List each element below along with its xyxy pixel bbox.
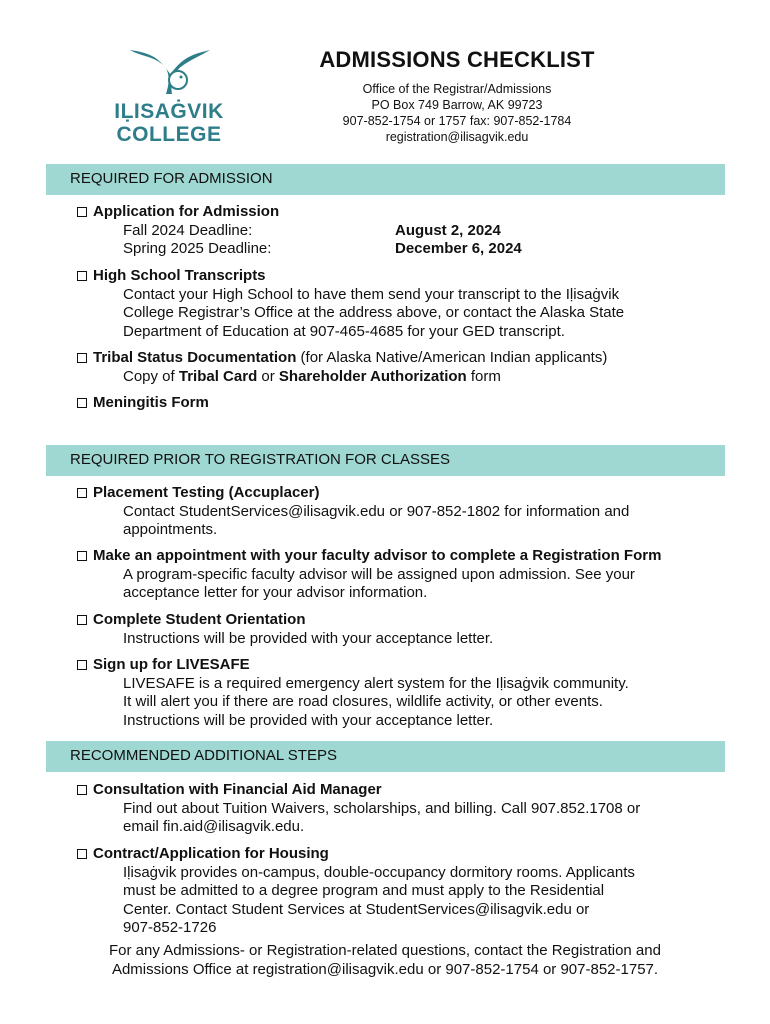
- checklist-item-housing: [77, 845, 737, 938]
- item-title: High School Transcripts: [93, 267, 266, 284]
- checklist-item-meningitis: [77, 394, 737, 413]
- checklist-item-advisor: [77, 547, 737, 603]
- item-text: Center. Contact Student Services at StudentServices@ilisagvik.edu or: [123, 900, 590, 918]
- footer-contact: [40, 942, 730, 979]
- checkbox-icon[interactable]: [77, 271, 87, 281]
- checklist-item-financial-aid: [77, 781, 737, 837]
- logo-name-line1: IḶISAĠVIK: [114, 100, 224, 123]
- fall-deadline-row: [77, 222, 737, 241]
- footer-line: Admissions Office at registration@ilisagvik.edu or 907-852-1754 or 907-852-1757.: [111, 960, 659, 978]
- item-title: Sign up for LIVESAFE: [93, 656, 250, 673]
- section-heading-text: REQUIRED PRIOR TO REGISTRATION FOR CLASSES: [70, 451, 451, 468]
- section-heading-admission: [46, 164, 725, 195]
- item-note: (for Alaska Native/American Indian applicants): [296, 349, 608, 366]
- item-title: Consultation with Financial Aid Manager: [93, 781, 382, 798]
- item-text: Find out about Tuition Waivers, scholarships, and billing. Call 907.852.1708 or: [123, 799, 641, 817]
- office-phones: 907-852-1754 or 1757 fax: 907-852-1784: [342, 114, 572, 128]
- item-title: Placement Testing (Accuplacer): [93, 484, 320, 501]
- checkbox-icon[interactable]: [77, 398, 87, 408]
- college-logo: [108, 46, 230, 146]
- checkbox-icon[interactable]: [77, 353, 87, 363]
- page-title: ADMISSIONS CHECKLIST: [319, 47, 595, 72]
- item-text: Instructions will be provided with your acceptance letter.: [123, 711, 494, 729]
- item-title: Tribal Status Documentation: [93, 349, 297, 366]
- spring-deadline-row: [77, 240, 737, 259]
- checklist-item-placement: [77, 484, 737, 540]
- item-title: Make an appointment with your faculty advisor to complete a Registration Form: [93, 547, 662, 564]
- item-text: email fin.aid@ilisagvik.edu.: [123, 818, 305, 835]
- office-email[interactable]: registration@ilisagvik.edu: [385, 130, 529, 144]
- item-text: It will alert you if there are road closures, wildlife activity, or other events.: [123, 693, 603, 710]
- checklist-item-tribal: [77, 349, 737, 386]
- tribal-card-text: Tribal Card: [178, 367, 258, 385]
- checkbox-icon[interactable]: [77, 660, 87, 670]
- item-text: acceptance letter for your advisor information.: [123, 584, 428, 601]
- item-text: College Registrar’s Office at the address above, or contact the Alaska State: [123, 304, 625, 321]
- office-address: PO Box 749 Barrow, AK 99723: [371, 98, 543, 112]
- item-title: Contract/Application for Housing: [93, 845, 329, 862]
- fall-deadline-date: August 2, 2024: [395, 221, 501, 239]
- shareholder-text: Shareholder Authorization: [278, 367, 467, 385]
- spring-deadline-label: Spring 2025 Deadline:: [123, 240, 272, 257]
- section-heading-registration: [46, 445, 725, 476]
- checkbox-icon[interactable]: [77, 488, 87, 498]
- item-text: A program-specific faculty advisor will be assigned upon admission. See your: [123, 565, 635, 583]
- checkbox-icon[interactable]: [77, 849, 87, 859]
- item-text: must be admitted to a degree program and must apply to the Residential: [123, 882, 605, 899]
- logo-name-line2: COLLEGE: [116, 123, 222, 146]
- item-text: LIVESAFE is a required emergency alert system for the Iḷisaġvik community.: [123, 674, 629, 692]
- footer-line: For any Admissions- or Registration-related questions, contact the Registration and: [109, 942, 661, 959]
- checklist-item-transcripts: [77, 267, 737, 341]
- checkbox-icon[interactable]: [77, 615, 87, 625]
- checklist-item-application: [77, 203, 737, 259]
- item-title: Application for Admission: [93, 203, 280, 220]
- checkbox-icon[interactable]: [77, 207, 87, 217]
- checkbox-icon[interactable]: [77, 785, 87, 795]
- checklist-item-orientation: [77, 611, 737, 648]
- item-text: Iḷisaġvik provides on-campus, double-occupancy dormitory rooms. Applicants: [123, 863, 635, 881]
- item-text: Department of Education at 907-465-4685 for your GED transcript.: [123, 322, 565, 340]
- item-text: appointments.: [123, 521, 218, 538]
- item-text: Copy of Tribal Card or Shareholder Authorization form: [123, 367, 501, 385]
- fall-deadline-label: Fall 2024 Deadline:: [123, 221, 253, 239]
- item-title: Meningitis Form: [93, 394, 209, 411]
- section-heading-recommended: [46, 741, 725, 772]
- spring-deadline-date: December 6, 2024: [395, 240, 522, 257]
- section-heading-text: REQUIRED FOR ADMISSION: [70, 170, 273, 187]
- whale-tail-logo-icon: [126, 46, 212, 100]
- item-text: 907-852-1726: [123, 919, 217, 936]
- item-text: Contact your High School to have them send your transcript to the Iḷisaġvik: [123, 285, 620, 303]
- checkbox-icon[interactable]: [77, 551, 87, 561]
- item-title: Complete Student Orientation: [93, 611, 306, 628]
- document-header: [292, 47, 622, 145]
- section-heading-text: RECOMMENDED ADDITIONAL STEPS: [70, 747, 337, 764]
- checklist-item-livesafe: [77, 656, 737, 730]
- item-text: Contact StudentServices@ilisagvik.edu or 907-852-1802 for information and: [123, 502, 630, 520]
- item-text: Instructions will be provided with your acceptance letter.: [123, 629, 494, 647]
- office-name: Office of the Registrar/Admissions: [362, 82, 552, 96]
